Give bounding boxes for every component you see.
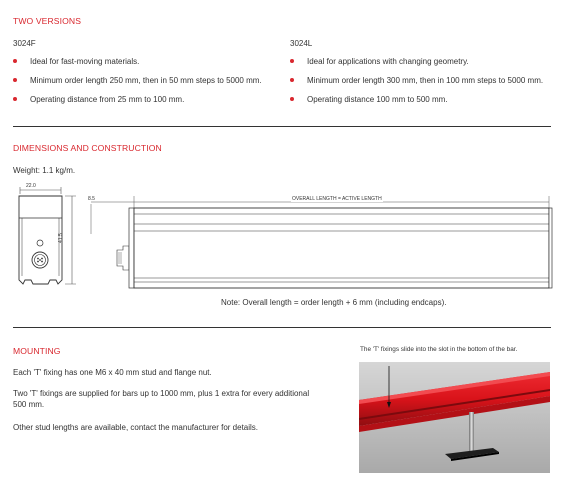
section-divider	[13, 327, 551, 328]
mounting-paragraph: Two 'T' fixings are supplied for bars up to 1000 mm, plus 1 extra for every additional 500 mm.	[13, 389, 310, 409]
list-item: Operating distance 100 mm to 500 mm.	[290, 95, 543, 114]
list-item: Operating distance from 25 mm to 100 mm.	[13, 95, 262, 114]
bullet-dot	[13, 78, 17, 82]
list-item: Ideal for applications with changing geometry.	[290, 57, 543, 76]
end-width-dimension: 22.0	[26, 183, 36, 189]
bullet-dot	[13, 97, 17, 101]
end-height-dimension: 41.5	[58, 233, 64, 243]
section-heading-mounting: MOUNTING	[13, 346, 61, 356]
t-fixing-photo	[359, 362, 550, 473]
model-3024l-features	[290, 57, 543, 114]
list-item: Minimum order length 300 mm, then in 100 mm steps to 5000 mm.	[290, 76, 543, 95]
bullet-dot	[290, 59, 294, 63]
mounting-paragraph: Other stud lengths are available, contact the manufacturer for details.	[13, 423, 259, 432]
list-item: Minimum order length 250 mm, then in 50 mm steps to 5000 mm.	[13, 76, 262, 95]
bullet-dot	[290, 78, 294, 82]
bullet-dot	[13, 59, 17, 63]
end-view-drawing	[10, 184, 82, 292]
section-heading-versions: TWO VERSIONS	[13, 16, 82, 26]
mounting-paragraph: Each 'T' fixing has one M6 x 40 mm stud and flange nut.	[13, 368, 212, 377]
weight-text: Weight: 1.1 kg/m.	[13, 166, 76, 175]
side-view-drawing	[85, 194, 555, 290]
model-3024f-features	[13, 57, 262, 114]
offset-dimension: 8.5	[88, 196, 95, 202]
section-heading-dimensions: DIMENSIONS AND CONSTRUCTION	[13, 143, 162, 153]
model-3024l-title: 3024L	[290, 39, 313, 48]
overall-length-label: OVERALL LENGTH = ACTIVE LENGTH	[292, 196, 382, 202]
bullet-dot	[290, 97, 294, 101]
dimensions-note: Note: Overall length = order length + 6 mm (including endcaps).	[221, 298, 447, 307]
model-3024f-title: 3024F	[13, 39, 36, 48]
section-divider	[13, 126, 551, 127]
photo-caption: The 'T' fixings slide into the slot in the bottom of the bar.	[360, 346, 518, 353]
list-item: Ideal for fast-moving materials.	[13, 57, 262, 76]
